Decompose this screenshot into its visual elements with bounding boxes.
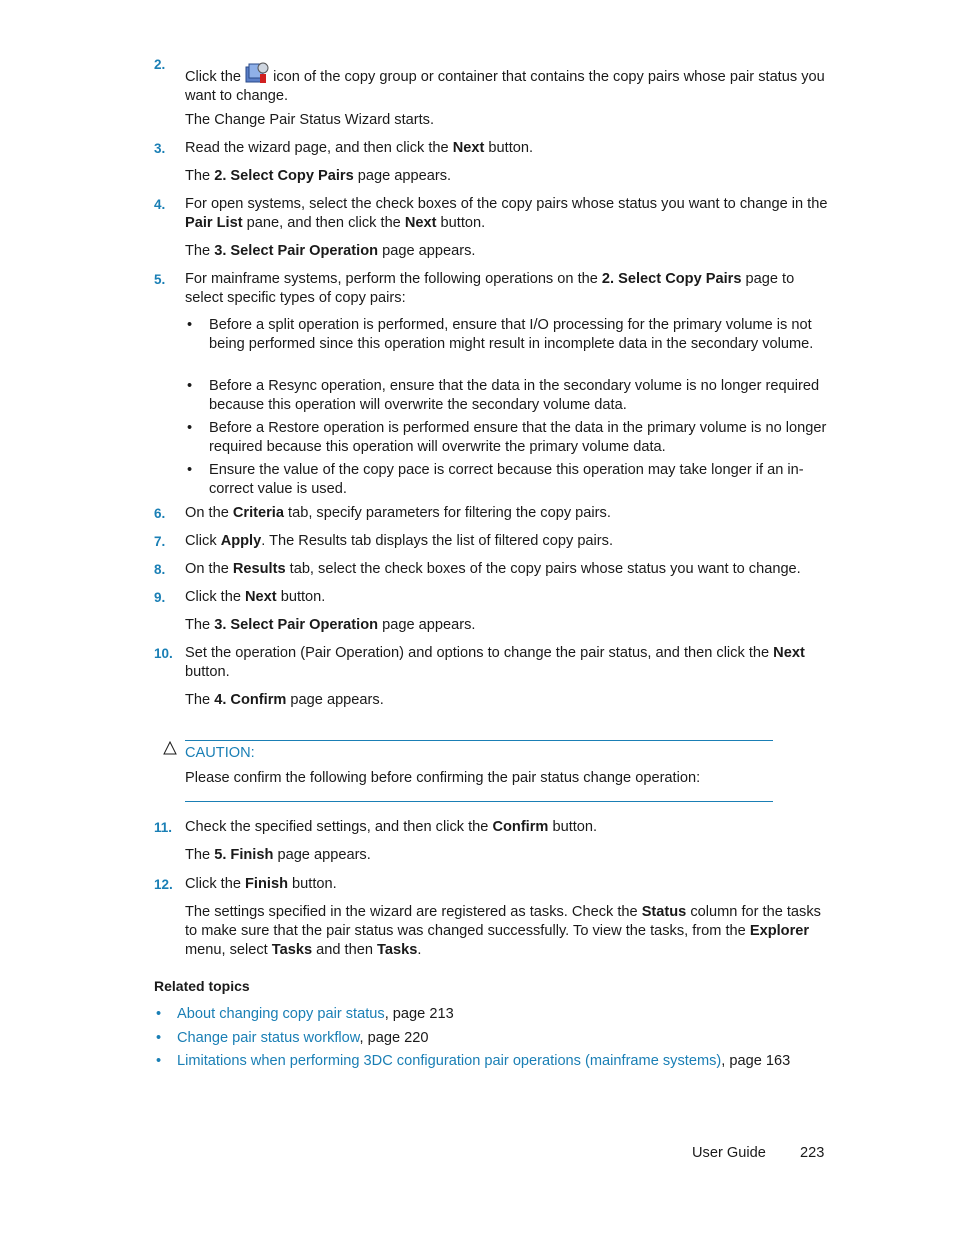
step-text-part: Click	[185, 533, 221, 549]
step-text-part: tab, specify parameters for filtering the copy pairs.	[283, 505, 611, 521]
step-text-part: On the	[185, 561, 233, 577]
ui-term: 3. Select Pair Operation	[214, 243, 379, 259]
step-result	[185, 242, 830, 261]
result-part: The	[185, 692, 215, 708]
related-topic-link[interactable]: About changing copy pair status	[177, 1006, 385, 1022]
caution-triangle-icon	[163, 741, 177, 755]
ui-term: Next	[452, 140, 485, 156]
related-topic-page: , page 163	[721, 1053, 791, 1069]
step-number: 6.	[154, 506, 166, 521]
step-text-part: Click the	[185, 876, 246, 892]
related-topics-heading: Related topics	[154, 978, 250, 994]
step-text	[185, 195, 830, 233]
step-number: 5.	[154, 272, 166, 287]
bullet-text: Before a Restore operation is performed ensure that the data in the primary volume is no longer required because this operation will overwrite the primary volume data.	[209, 420, 827, 455]
ui-term: Tasks	[271, 942, 313, 958]
result-part: .	[417, 942, 422, 958]
related-topic-page: , page 213	[384, 1006, 454, 1022]
bullet: •	[156, 1006, 162, 1022]
step-text	[185, 560, 830, 579]
result-part: The	[185, 243, 215, 259]
bullet: •	[187, 317, 193, 333]
result-part: The settings specified in the wizard are registered as tasks. Check the	[185, 904, 642, 920]
bullet-text: Ensure the value of the copy pace is correct because this operation may take longer if an in-correct value is used.	[209, 462, 804, 497]
step-number: 7.	[154, 534, 166, 549]
caution-top-rule	[185, 740, 773, 741]
step-result: The Change Pair Status Wizard starts.	[185, 112, 435, 128]
step-number: 12.	[154, 877, 173, 892]
related-topic-item	[177, 1029, 429, 1048]
step-result	[185, 691, 830, 710]
step-result	[185, 616, 830, 635]
ui-term: Confirm	[492, 819, 549, 835]
related-topic-item	[177, 1005, 454, 1024]
change-pair-status-icon	[245, 62, 269, 84]
step-text	[185, 818, 830, 837]
bullet: •	[156, 1053, 162, 1069]
ui-term: 5. Finish	[214, 847, 274, 863]
step-text-part: On the	[185, 505, 233, 521]
ui-term: 2. Select Copy Pairs	[601, 271, 742, 287]
step-text	[185, 139, 830, 158]
step-text	[185, 270, 830, 308]
step-text-part: button.	[276, 589, 326, 605]
bullet: •	[187, 462, 193, 478]
related-topic-page: , page 220	[359, 1030, 429, 1046]
step-text-part: button.	[548, 819, 598, 835]
result-part: The	[185, 847, 215, 863]
step-text	[185, 62, 830, 106]
step-text-part: button.	[436, 215, 486, 231]
ui-term: 3. Select Pair Operation	[214, 617, 379, 633]
bullet: •	[187, 378, 193, 394]
step-text-part: Check the specified settings, and then click the	[185, 819, 493, 835]
ui-term: 4. Confirm	[214, 692, 287, 708]
bullet: •	[156, 1030, 162, 1046]
ui-term: Next	[773, 645, 805, 661]
step-text-part: page to select specific types of copy pairs:	[185, 271, 795, 306]
step-number: 11.	[154, 820, 173, 835]
step-text	[185, 875, 830, 894]
caution-text: Please confirm the following before confirming the pair status change operation:	[185, 770, 701, 786]
step-number: 10.	[154, 646, 173, 661]
result-part: page appears.	[286, 692, 384, 708]
bullet: •	[187, 420, 193, 436]
step-number: 2.	[154, 57, 166, 72]
step-text	[185, 644, 830, 682]
step-text-part: For open systems, select the check boxes of the copy pairs whose status you want to change in the	[185, 196, 828, 212]
step-text-part: icon of the copy group or container that contains the copy pairs whose pair status you want to change.	[185, 69, 825, 104]
step-text-part: button.	[185, 664, 230, 680]
step-text-part: For mainframe systems, perform the following operations on the	[185, 271, 602, 287]
step-number: 4.	[154, 197, 166, 212]
step-text	[185, 532, 830, 551]
step-text-part: button.	[288, 876, 337, 892]
result-part: page appears.	[378, 243, 476, 259]
result-part: page appears.	[273, 847, 371, 863]
step-result	[185, 167, 830, 186]
ui-term: Results	[232, 561, 286, 577]
step-result	[185, 903, 830, 960]
footer-page-number: 223	[800, 1145, 825, 1161]
bullet-text: Before a Resync operation, ensure that the data in the secondary volume is no longer required because this operation will overwrite the secondary volume data.	[209, 378, 820, 413]
ui-term: Apply	[220, 533, 262, 549]
ui-term: Pair List	[185, 215, 243, 231]
step-text-part: pane, and then click the	[242, 215, 405, 231]
step-text	[185, 588, 830, 607]
result-part: menu, select	[185, 942, 272, 958]
step-text-part: Click the	[185, 589, 246, 605]
related-topic-link[interactable]: Change pair status workflow	[177, 1030, 360, 1046]
step-result	[185, 846, 830, 865]
ui-term: Criteria	[232, 505, 284, 521]
ui-term: Next	[245, 589, 277, 605]
caution-bottom-rule	[185, 801, 773, 802]
related-topic-item	[177, 1052, 790, 1071]
step-text-part: tab, select the check boxes of the copy pairs whose status you want to change.	[285, 561, 801, 577]
result-part: column for the tasks to make sure that the pair status was changed successfully. To view the tasks, from the	[185, 904, 821, 939]
result-part: page appears.	[378, 617, 476, 633]
ui-term: 2. Select Copy Pairs	[214, 168, 354, 184]
step-text-part: Read the wizard page, and then click the	[185, 140, 453, 156]
step-number: 3.	[154, 141, 166, 156]
ui-term: Finish	[245, 876, 288, 892]
result-part: page appears.	[353, 168, 452, 184]
result-part: and then	[312, 942, 378, 958]
result-part: The	[185, 168, 215, 184]
result-part: The	[185, 617, 215, 633]
ui-term: Tasks	[377, 942, 418, 958]
related-topic-link[interactable]: Limitations when performing 3DC configuration pair operations (mainframe systems)	[177, 1053, 722, 1069]
caution-label: CAUTION:	[185, 745, 255, 761]
step-text-part: Click the	[185, 69, 241, 85]
footer-guide-label: User Guide	[692, 1145, 766, 1161]
ui-term: Next	[404, 215, 437, 231]
step-text-part: . The Results tab displays the list of filtered copy pairs.	[261, 533, 614, 549]
ui-term: Status	[641, 904, 687, 920]
step-number: 9.	[154, 590, 166, 605]
ui-term: Explorer	[749, 923, 810, 939]
bullet-text: Before a split operation is performed, ensure that I/O processing for the primary volume is not being performed since this operation might result in incomplete data in the secondary volume.	[209, 317, 814, 352]
step-text-part: button.	[484, 140, 534, 156]
step-text-part: Set the operation (Pair Operation) and options to change the pair status, and then click the	[185, 645, 774, 661]
step-text	[185, 504, 830, 523]
step-number: 8.	[154, 562, 166, 577]
